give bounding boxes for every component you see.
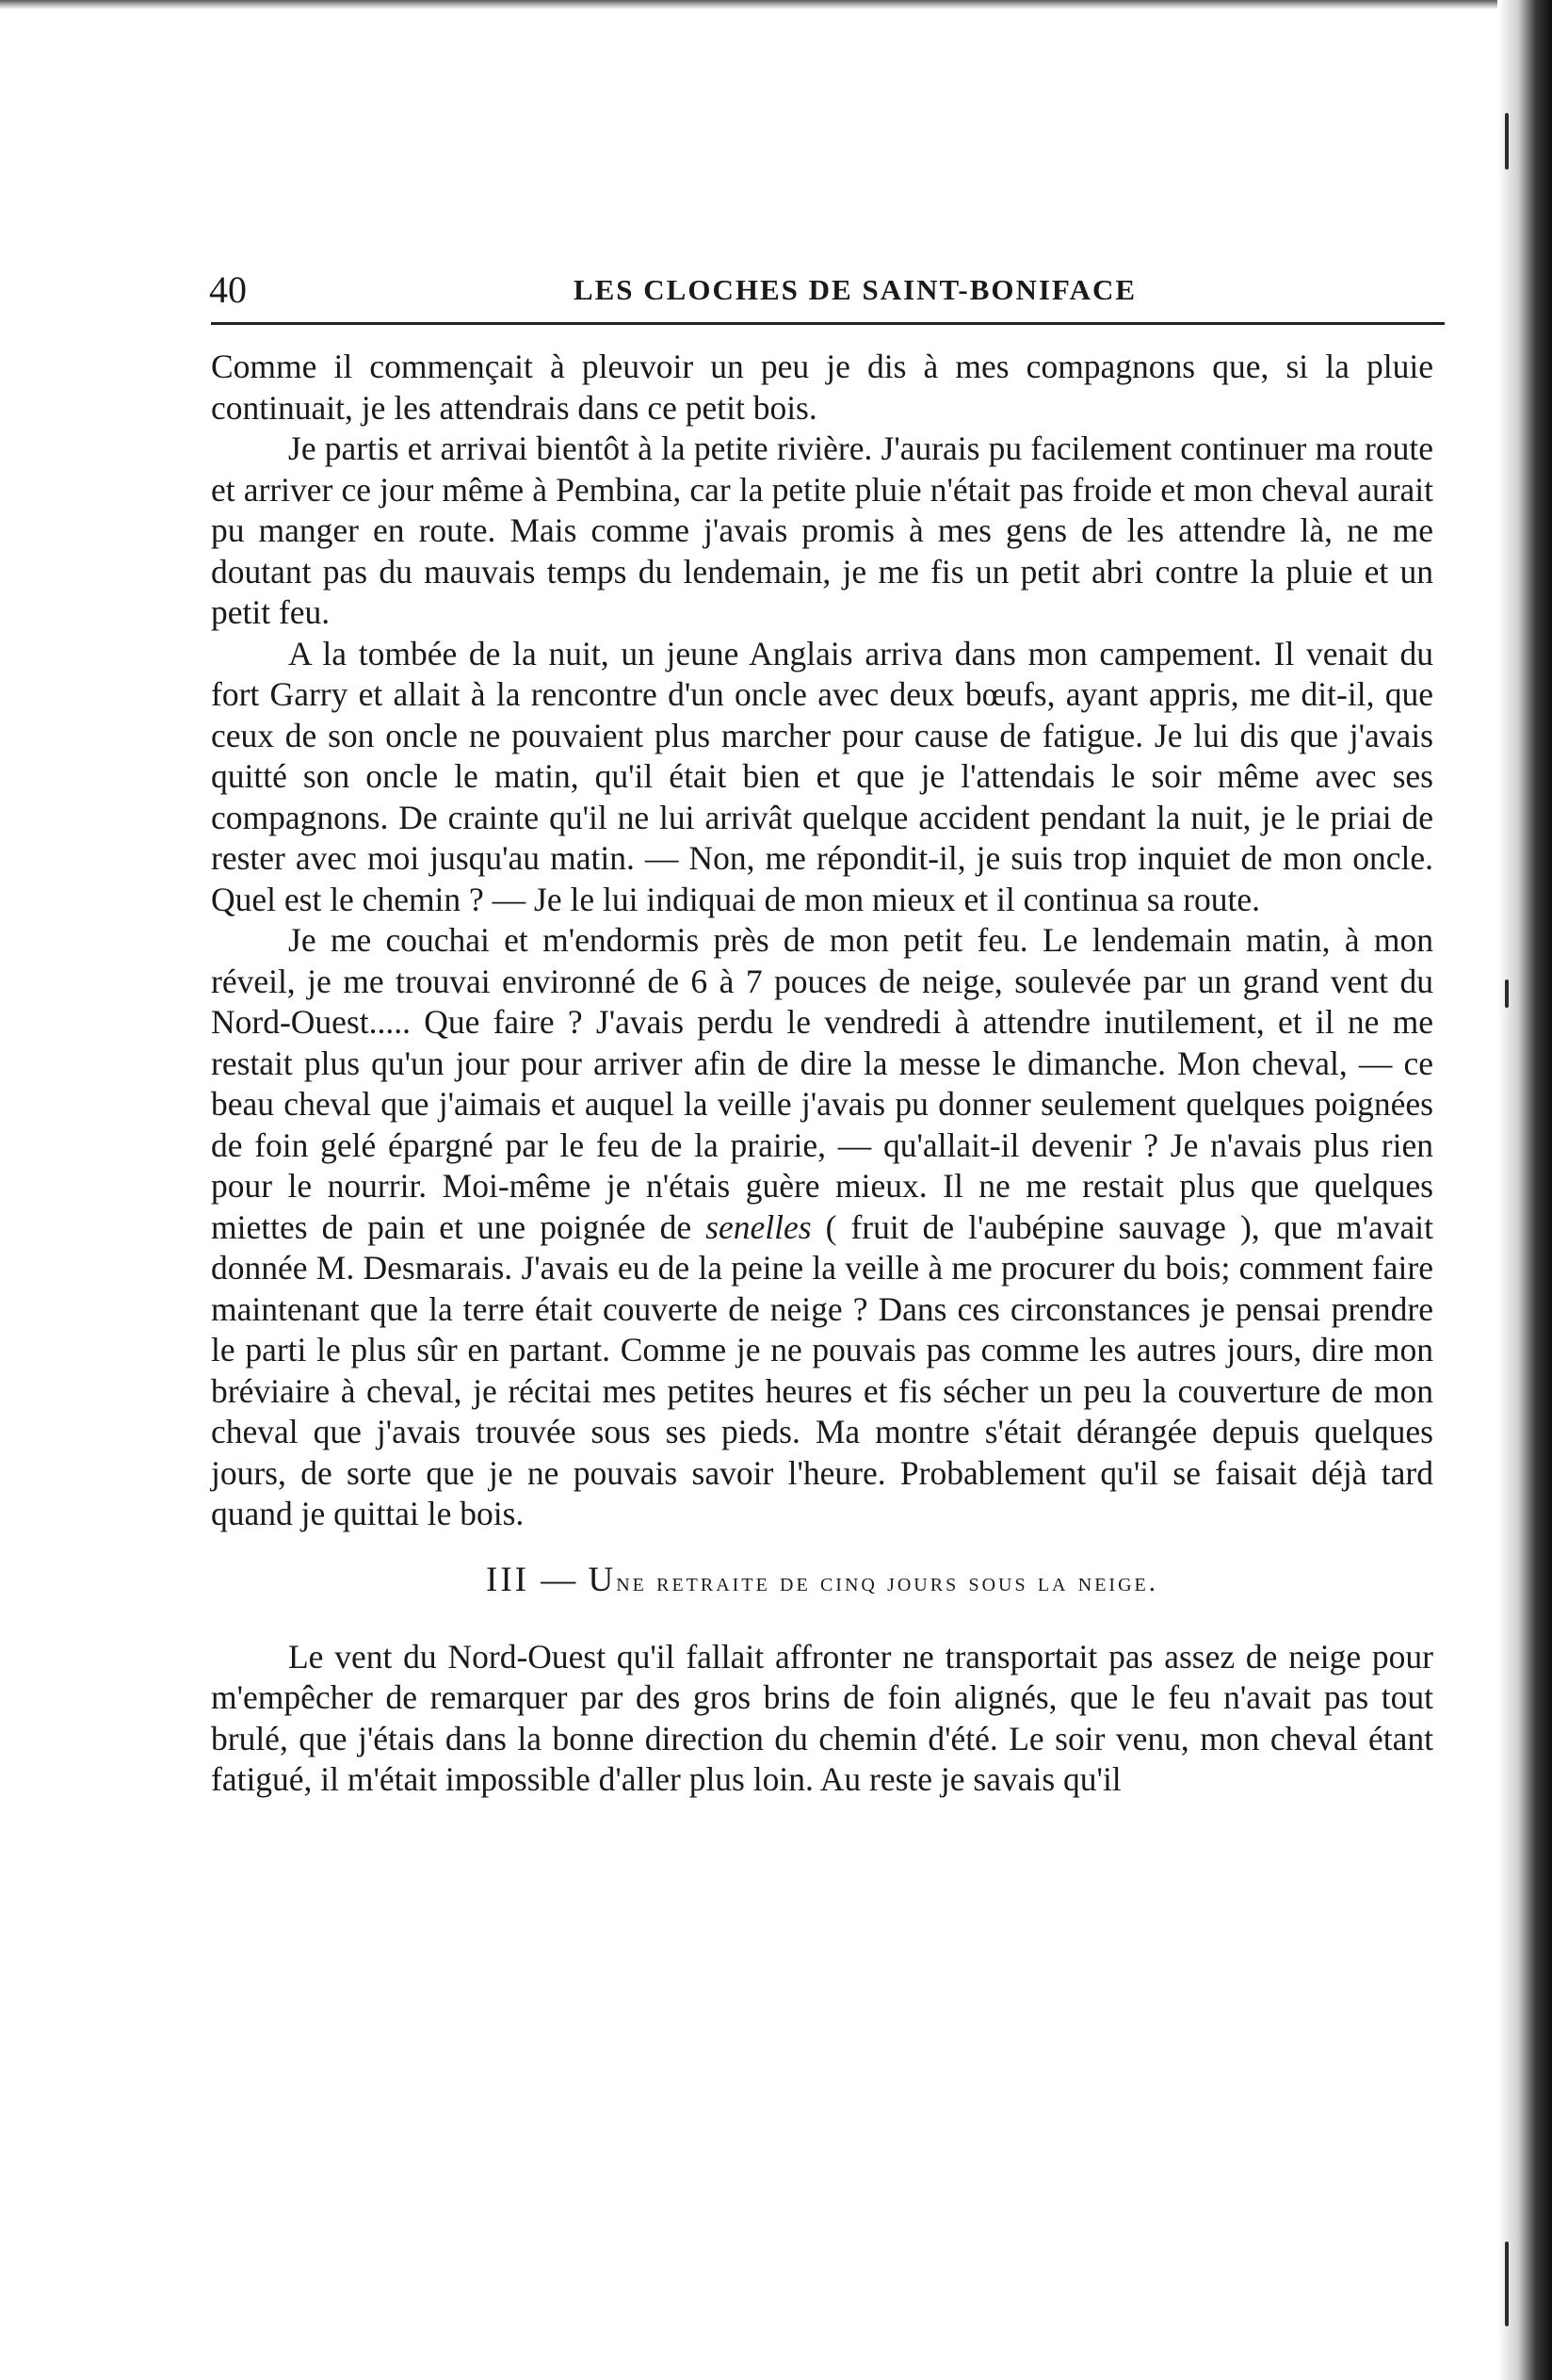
- running-head: LES CLOCHES DE SAINT-BONIFACE: [573, 273, 1138, 306]
- paragraph: A la tombée de la nuit, un jeune Anglais arriva dans mon campement. Il venait du fort Garry et allait à la rencontre d'un oncle avec deux bœufs, ayant appris, me dit-il, que ceux de son oncle ne pouvaient plus marcher pour cause de fatigue. Je lui dis que j'avais quitté son oncle le matin, qu'il était bien et que je l'attendais le soir même avec ses compagnons. De crainte qu'il ne lui arrivât quelque accident pendant la nuit, je le priai de rester avec moi jusqu'au matin. — Non, me répondit-il, je suis trop inquiet de mon oncle. Quel est le chemin ? — Je le lui indiquai de mon mieux et il continua sa route.: [211, 634, 1433, 918]
- scan-speck: [1505, 2242, 1509, 2326]
- section-title: [211, 1562, 1433, 1601]
- section-title-text: ne retraite de cinq jours sous la neige.: [616, 1566, 1158, 1597]
- paragraph-text: Je me couchai et m'endormis près de mon petit feu. Le lendemain matin, à mon réveil, je me trouvai environné de 6 à 7 pouces de neige, soulevée par un grand vent du Nord-Ouest..... Que faire ? J'avais perdu le vendredi à attendre inutilement, et il ne me restait plus qu'un jour pour arriver afin de dire la messe le dimanche. Mon cheval, — ce beau cheval que j'aimais et auquel la veille j'avais pu donner seulement quelques poignées de foin gelé épargné par le feu de la prairie, — qu'allait-il devenir ? Je n'avais plus rien pour le nourrir. Moi-même je n'étais guère mieux. Il ne me restait plus que quelques miettes de pain et une poignée de: [211, 921, 1433, 1246]
- italic-term: senelles: [705, 1207, 812, 1246]
- body-text: [211, 347, 1433, 1801]
- section-number: III —: [486, 1560, 579, 1599]
- section-initial: U: [588, 1560, 617, 1599]
- header-rule: [211, 322, 1445, 325]
- paragraph-text: ( fruit de l'aubépine sauvage ), que m'avait donnée M. Desmarais. J'avais eu de la peine la veille à me procurer du bois; comment faire maintenant que la terre était couverte de neige ? Dans ces circonstances je pensai prendre le parti le plus sûr en partant. Comme je ne pouvais pas comme les autres jours, dire mon bréviaire à cheval, je récitai mes petites heures et fis sécher un peu la couverture de mon cheval que j'avais trouvée sous ses pieds. Ma montre s'était dérangée depuis quelques jours, de sorte que je ne pouvais savoir l'heure. Probablement qu'il se faisait déjà tard quand je quittai le bois.: [211, 1207, 1433, 1532]
- paragraph: Comme il commençait à pleuvoir un peu je dis à mes compagnons que, si la pluie continuait, je les attendrais dans ce petit bois.: [211, 348, 1433, 427]
- page-number: 40: [209, 268, 247, 311]
- paragraph: Je partis et arrivai bientôt à la petite rivière. J'aurais pu facilement continuer ma route et arriver ce jour même à Pembina, car la petite pluie n'était pas froide et mon cheval aurait pu manger en route. Mais comme j'avais promis à mes gens de les attendre là, ne me doutant pas du mauvais temps du lendemain, je me fis un petit abri contre la pluie et un petit feu.: [211, 429, 1433, 631]
- paragraph: [211, 920, 1433, 1535]
- scan-top-edge: [0, 0, 1552, 9]
- scan-speck: [1505, 980, 1509, 1008]
- scan-speck: [1505, 113, 1509, 170]
- page-header: [209, 262, 1445, 318]
- paragraph: Le vent du Nord-Ouest qu'il fallait affronter ne transportait pas assez de neige pour m'empêcher de remarquer par des gros brins de foin alignés, que le feu n'avait pas tout brulé, que j'étais dans la bonne direction du chemin d'été. Le soir venu, mon cheval étant fatigué, il m'était impossible d'aller plus loin. Au reste je savais qu'il: [211, 1637, 1433, 1798]
- scan-binding-shadow: [1497, 0, 1552, 2380]
